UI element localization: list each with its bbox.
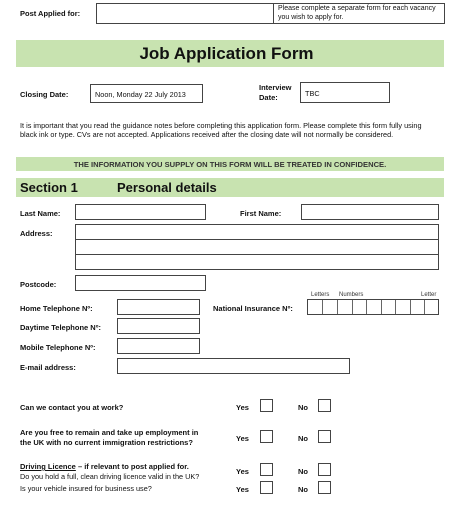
driving-licence-title: Driving Licence [20,462,76,471]
free-to-remain-question-line-2: the UK with no current immigration restrictions? [20,438,193,447]
ni-divider [366,300,367,314]
ni-numbers-caption: Numbers [339,292,364,298]
home-telephone-label: Home Telephone Nº: [20,304,93,313]
driving-licence-no-label: No [298,467,308,476]
vehicle-insured-yes-checkbox[interactable] [260,481,273,494]
first-name-input[interactable] [301,204,439,220]
vehicle-insured-no-label: No [298,485,308,494]
mobile-telephone-label: Mobile Telephone Nº: [20,343,96,352]
postcode-input[interactable] [75,275,206,291]
interview-date-label-2: Date: [259,93,278,102]
section-number: Section 1 [20,180,78,195]
first-name-label: First Name: [240,209,282,218]
ni-divider [352,300,353,314]
post-applied-note: Please complete a separate form for each vacancy you wish to apply for. [278,5,436,21]
intro-text: It is important that you read the guidance notes before completing this application form. Please complete this form fully using black ink or type. CVs are not accepted. Applications received after the closing date will not normally be considered. [20,121,422,140]
ni-divider [381,300,382,314]
vehicle-insured-question: Is your vehicle insured for business use? [20,484,152,493]
vehicle-insured-no-checkbox[interactable] [318,481,331,494]
last-name-input[interactable] [75,204,206,220]
section-bar [16,178,444,197]
interview-date-value: TBC [305,89,320,98]
contact-at-work-question: Can we contact you at work? [20,403,124,412]
free-to-remain-yes-checkbox[interactable] [260,430,273,443]
interview-date-label-1: Interview [259,83,292,92]
driving-licence-yes-label: Yes [236,467,249,476]
closing-date-value: Noon, Monday 22 July 2013 [95,90,186,99]
post-applied-input[interactable] [96,3,274,24]
free-to-remain-no-label: No [298,434,308,443]
post-applied-label: Post Applied for: [20,9,81,18]
driving-licence-suffix: – if relevant to post applied for. [75,462,189,471]
driving-licence-heading [20,462,189,471]
closing-date-label: Closing Date: [20,90,69,99]
section-name: Personal details [117,180,217,195]
free-to-remain-question-line-1: Are you free to remain and take up employment in [20,428,199,437]
ni-divider [322,300,323,314]
driving-licence-no-checkbox[interactable] [318,463,331,476]
driving-licence-yes-checkbox[interactable] [260,463,273,476]
national-insurance-label: National Insurance Nº: [213,304,293,313]
ni-letter-caption: Letter [421,292,437,298]
vehicle-insured-yes-label: Yes [236,485,249,494]
ni-divider [410,300,411,314]
national-insurance-input[interactable] [307,299,439,315]
daytime-telephone-input[interactable] [117,318,200,334]
contact-at-work-yes-label: Yes [236,403,249,412]
free-to-remain-no-checkbox[interactable] [318,430,331,443]
email-label: E-mail address: [20,363,76,372]
postcode-label: Postcode: [20,280,57,289]
last-name-label: Last Name: [20,209,61,218]
email-input[interactable] [117,358,350,374]
contact-at-work-no-label: No [298,403,308,412]
free-to-remain-yes-label: Yes [236,434,249,443]
mobile-telephone-input[interactable] [117,338,200,354]
interview-date-field [300,82,390,103]
ni-divider [337,300,338,314]
contact-at-work-no-checkbox[interactable] [318,399,331,412]
home-telephone-input[interactable] [117,299,200,315]
contact-at-work-yes-checkbox[interactable] [260,399,273,412]
address-label: Address: [20,229,53,238]
page-title: Job Application Form [139,44,314,63]
address-line-2[interactable] [75,239,439,255]
daytime-telephone-label: Daytime Telephone Nº: [20,323,101,332]
ni-letters-caption: Letters [311,292,330,298]
address-line-1[interactable] [75,224,439,240]
ni-divider [395,300,396,314]
closing-date-field [90,84,203,103]
ni-divider [424,300,425,314]
post-applied-note-box [273,3,445,24]
confidential-text: THE INFORMATION YOU SUPPLY ON THIS FORM WILL BE TREATED IN CONFIDENCE. [73,160,387,169]
address-line-3[interactable] [75,254,439,270]
driving-licence-question: Do you hold a full, clean driving licence valid in the UK? [20,472,200,481]
